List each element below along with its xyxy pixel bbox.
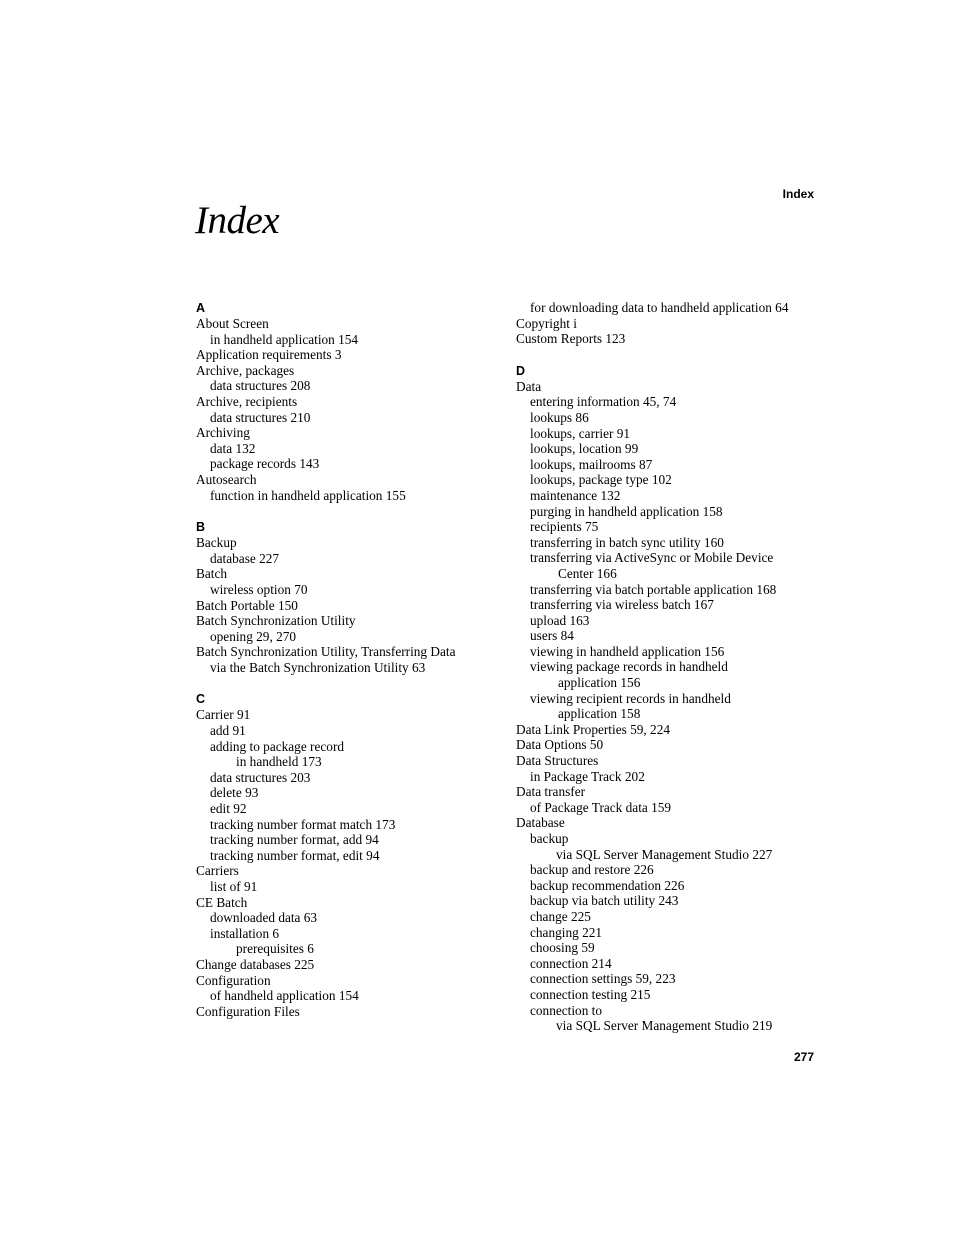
index-entry: Carrier 91 xyxy=(196,707,251,723)
index-entry: Archive, recipients xyxy=(196,393,298,409)
index-subentry: lookups, package type 102 xyxy=(530,472,672,488)
index-subentry: via the Batch Synchronization Utility 63 xyxy=(210,659,426,675)
index-subentry: backup and restore 226 xyxy=(530,862,654,878)
index-subentry: Center 166 xyxy=(558,565,617,581)
index-subentry: backup via batch utility 243 xyxy=(530,893,679,909)
index-entry: Carriers xyxy=(196,863,239,879)
index-entry: Data xyxy=(516,378,542,394)
index-subentry: tracking number format, add 94 xyxy=(210,832,379,848)
index-letter-heading: C xyxy=(196,692,206,707)
page-title: Index xyxy=(195,199,280,242)
index-entry: Data Structures xyxy=(516,753,599,769)
index-subentry: adding to package record xyxy=(210,738,345,754)
index-subentry: in handheld 173 xyxy=(236,754,322,770)
index-subentry: via SQL Server Management Studio 219 xyxy=(556,1018,773,1034)
index-entry: Archive, packages xyxy=(196,362,295,378)
index-subentry: changing 221 xyxy=(530,924,603,940)
index-subentry: in Package Track 202 xyxy=(530,768,645,784)
index-entry: Batch Portable 150 xyxy=(196,597,298,613)
index-subentry: delete 93 xyxy=(210,785,259,801)
index-subentry: transferring in batch sync utility 160 xyxy=(530,534,724,550)
index-subentry: in handheld application 154 xyxy=(210,331,359,347)
index-entry: Batch Synchronization Utility, Transferring Data xyxy=(196,644,456,660)
index-entry: Data Link Properties 59, 224 xyxy=(516,721,670,737)
index-subentry: lookups, carrier 91 xyxy=(530,425,631,441)
index-subentry: opening 29, 270 xyxy=(210,628,297,644)
index-subentry: data 132 xyxy=(210,440,256,456)
index-subentry: connection settings 59, 223 xyxy=(530,971,676,987)
index-subentry: list of 91 xyxy=(210,879,258,894)
index-subentry: for downloading data to handheld application 64 xyxy=(530,300,789,315)
index-subentry: users 84 xyxy=(530,628,574,644)
index-subentry: via SQL Server Management Studio 227 xyxy=(556,846,773,862)
index-subentry: function in handheld application 155 xyxy=(210,487,406,503)
index-subentry: prerequisites 6 xyxy=(236,941,314,957)
index-subentry: transferring via batch portable application 168 xyxy=(530,581,777,597)
index-entry: CE Batch xyxy=(196,894,248,910)
index-entry: Batch xyxy=(196,566,228,582)
index-subentry: viewing recipient records in handheld xyxy=(530,690,731,706)
index-column-left xyxy=(196,300,496,1019)
index-subentry: edit 92 xyxy=(210,801,247,817)
index-subentry: database 227 xyxy=(210,550,280,566)
index-subentry: backup recommendation 226 xyxy=(530,877,685,893)
index-letter-heading: A xyxy=(196,301,206,315)
index-subentry: package records 143 xyxy=(210,456,320,472)
index-subentry: choosing 59 xyxy=(530,940,595,956)
index-letter-heading: D xyxy=(516,363,526,378)
index-entry: Autosearch xyxy=(196,471,257,487)
index-subentry: lookups, mailrooms 87 xyxy=(530,456,653,472)
index-entry: Copyright i xyxy=(516,315,577,331)
index-entry: Backup xyxy=(196,535,237,551)
index-entry: Configuration Files xyxy=(196,1003,300,1019)
index-subentry: maintenance 132 xyxy=(530,487,621,503)
index-subentry: add 91 xyxy=(210,723,246,739)
index-entry: Archiving xyxy=(196,425,250,441)
index-subentry: viewing in handheld application 156 xyxy=(530,643,725,659)
index-entry: Configuration xyxy=(196,972,271,988)
index-entry: Change databases 225 xyxy=(196,956,315,972)
index-subentry: application 156 xyxy=(558,675,641,691)
index-subentry: upload 163 xyxy=(530,612,590,628)
index-column-right xyxy=(516,300,816,1034)
index-subentry: of Package Track data 159 xyxy=(530,799,672,815)
index-subentry: application 158 xyxy=(558,706,641,722)
index-entry: Custom Reports 123 xyxy=(516,331,626,347)
page-number: 277 xyxy=(793,1050,814,1064)
index-subentry: lookups 86 xyxy=(530,409,589,425)
index-subentry: entering information 45, 74 xyxy=(530,394,677,410)
index-subentry: data structures 210 xyxy=(210,409,311,425)
index-subentry: data structures 208 xyxy=(210,378,311,394)
index-subentry: change 225 xyxy=(530,908,591,924)
index-entry: Database xyxy=(516,815,565,831)
index-subentry: of handheld application 154 xyxy=(210,988,359,1004)
index-subentry: transferring via ActiveSync or Mobile Device xyxy=(530,550,774,566)
index-subentry: tracking number format, edit 94 xyxy=(210,847,380,863)
index-subentry: downloaded data 63 xyxy=(210,910,318,926)
index-entry: Data Options 50 xyxy=(516,737,604,753)
index-entry: About Screen xyxy=(196,316,269,331)
index-subentry: lookups, location 99 xyxy=(530,441,639,457)
index-entry: Application requirements 3 xyxy=(196,347,342,363)
running-header: Index xyxy=(782,187,814,201)
index-subentry: installation 6 xyxy=(210,925,280,941)
index-subentry: viewing package records in handheld xyxy=(530,659,728,675)
index-subentry: connection testing 215 xyxy=(530,986,651,1002)
index-subentry: wireless option 70 xyxy=(210,581,308,597)
index-subentry: tracking number format match 173 xyxy=(210,816,396,832)
index-subentry: transferring via wireless batch 167 xyxy=(530,597,714,613)
index-subentry: data structures 203 xyxy=(210,769,311,785)
index-subentry: connection 214 xyxy=(530,955,612,971)
index-subentry: connection to xyxy=(530,1002,603,1018)
index-entry: Data transfer xyxy=(516,784,586,800)
index-subentry: recipients 75 xyxy=(530,519,599,535)
index-entry: Batch Synchronization Utility xyxy=(196,613,356,629)
index-subentry: backup xyxy=(530,831,569,846)
index-letter-heading: B xyxy=(196,520,206,535)
index-subentry: purging in handheld application 158 xyxy=(530,503,723,519)
